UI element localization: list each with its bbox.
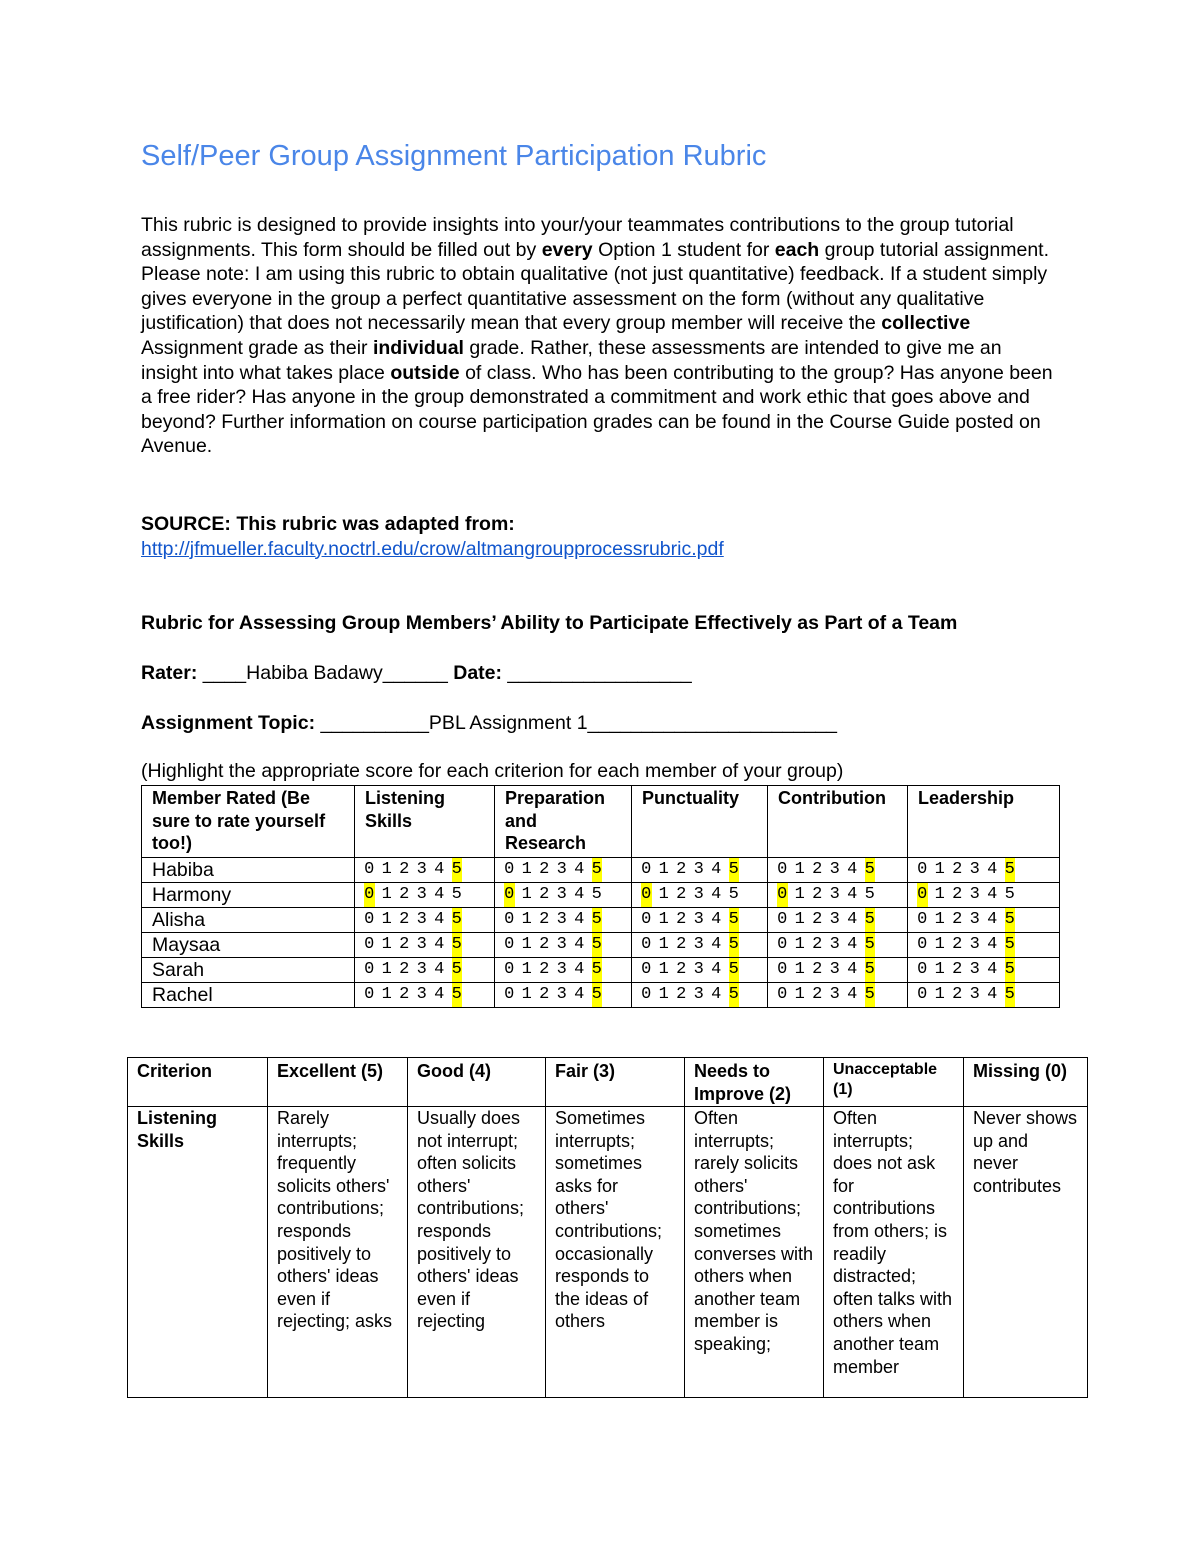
member-name: Harmony [142,882,355,907]
score-option-selected[interactable]: 5 [452,858,463,882]
score-option[interactable]: 3 [556,984,567,1004]
score-option[interactable]: 2 [812,909,823,929]
member-name: Habiba [142,857,355,882]
score-option[interactable]: 3 [416,859,427,879]
score-table [141,785,1060,1008]
score-option[interactable]: 1 [934,934,945,954]
score-option[interactable]: 1 [381,884,392,904]
score-option-selected[interactable]: 5 [452,983,463,1007]
score-option[interactable]: 2 [812,884,823,904]
member-row [142,982,1060,1007]
score-option[interactable]: 1 [658,859,669,879]
score-cell [355,882,495,907]
score-option-selected[interactable]: 5 [452,933,463,957]
score-option[interactable]: 1 [658,909,669,929]
rater-value[interactable]: ____Habiba Badawy______ [197,662,454,684]
score-option[interactable]: 4 [574,959,585,979]
score-option-selected[interactable]: 5 [452,958,463,982]
score-option[interactable]: 4 [434,909,445,929]
score-option[interactable]: 3 [693,984,704,1004]
score-option[interactable]: 2 [812,984,823,1004]
score-option[interactable]: 4 [434,984,445,1004]
score-option[interactable]: 2 [952,934,963,954]
score-option[interactable]: 3 [829,909,840,929]
criterion-excellent-desc: Rarely interrupts; frequently solicits others' contributions; responds positively to others' ideas even if rejecting; asks [268,1107,408,1398]
intro-text: Assignment grade as their [141,336,373,359]
criteria-table [127,1057,1088,1398]
score-option[interactable]: 2 [539,859,550,879]
score-cell [632,907,768,932]
rubric-heading: Rubric for Assessing Group Members’ Ability to Participate Effectively as Part of a Team [141,612,958,634]
criterion-name: Listening Skills [128,1107,268,1398]
score-cell [768,957,908,982]
score-option[interactable]: 1 [381,909,392,929]
score-option-selected[interactable]: 5 [1005,908,1016,932]
score-option[interactable]: 4 [574,884,585,904]
source-block [141,512,724,561]
score-option-selected[interactable]: 0 [364,883,375,907]
score-cell [495,957,632,982]
score-option[interactable]: 0 [364,909,375,929]
score-option[interactable]: 1 [934,909,945,929]
score-option-selected[interactable]: 5 [729,983,740,1007]
score-option-selected[interactable]: 5 [729,908,740,932]
score-cell [632,857,768,882]
score-option[interactable]: 0 [641,934,652,954]
score-cell [632,882,768,907]
score-option[interactable]: 0 [504,934,515,954]
score-option[interactable]: 1 [381,984,392,1004]
date-value[interactable]: _________________ [502,662,692,684]
score-option[interactable]: 3 [416,909,427,929]
criteria-header-unacceptable: Unacceptable (1) [824,1058,964,1107]
highlight-note: (Highlight the appropriate score for each criterion for each member of your group) [141,760,844,782]
score-option-selected[interactable]: 5 [592,983,603,1007]
score-option[interactable]: 4 [987,859,998,879]
header-preparation: Preparation and Research [495,786,632,858]
score-option[interactable]: 3 [693,909,704,929]
score-option[interactable]: 4 [847,884,858,904]
score-option[interactable]: 5 [1004,884,1015,904]
score-option[interactable]: 2 [399,884,410,904]
score-option-selected[interactable]: 5 [452,908,463,932]
score-cell [908,907,1060,932]
score-cell [495,882,632,907]
score-option[interactable]: 3 [829,959,840,979]
score-option[interactable]: 2 [676,909,687,929]
score-option[interactable]: 0 [364,859,375,879]
score-cell [768,907,908,932]
score-option[interactable]: 3 [416,959,427,979]
score-cell [495,932,632,957]
score-option[interactable]: 0 [641,959,652,979]
score-cell [908,882,1060,907]
member-row [142,957,1060,982]
score-option[interactable]: 2 [676,884,687,904]
score-option[interactable]: 2 [539,909,550,929]
score-option[interactable]: 1 [521,984,532,1004]
intro-text: group tutorial assignment. Please note: I am using this rubric to obtain qualitative (not just quantitative) feedback. If a student simply gives everyone in the group a perfect quantitative assessment on the form (without any qualitative justification) that does not necessarily mean that every group member will receive the [141,238,1050,335]
criteria-header-fair: Fair (3) [546,1058,685,1107]
topic-value[interactable]: __________PBL Assignment 1_______________________ [315,712,837,734]
score-option[interactable]: 2 [676,984,687,1004]
score-option[interactable]: 2 [539,959,550,979]
score-option[interactable]: 4 [847,859,858,879]
score-option[interactable]: 4 [434,934,445,954]
score-option[interactable]: 3 [969,934,980,954]
score-option[interactable]: 3 [969,859,980,879]
score-cell [768,882,908,907]
score-option-selected[interactable]: 5 [1005,983,1016,1007]
score-option[interactable]: 4 [574,909,585,929]
score-cell [355,982,495,1007]
score-option[interactable]: 4 [711,909,722,929]
score-option[interactable]: 3 [556,934,567,954]
score-option[interactable]: 1 [521,959,532,979]
score-option[interactable]: 1 [934,859,945,879]
criterion-unacceptable-desc: Often interrupts; does not ask for contributions from others; is readily distracted; often talks with others when another team member [824,1107,964,1398]
rater-label: Rater: [141,662,198,684]
score-option[interactable]: 3 [416,884,427,904]
score-table-header-row [142,786,1060,858]
intro-text: This rubric is designed to provide insights into your/your teammates contributions to the group tutorial assignments. This form should be filled out by [141,214,1014,261]
score-option[interactable]: 0 [917,934,928,954]
score-option[interactable]: 4 [434,959,445,979]
topic-label: Assignment Topic: [141,712,316,734]
header-listening-skills: Listening Skills [355,786,495,858]
score-option[interactable]: 3 [416,934,427,954]
score-option[interactable]: 0 [917,984,928,1004]
score-option[interactable]: 4 [574,984,585,1004]
score-option[interactable]: 2 [399,859,410,879]
score-option[interactable]: 4 [574,859,585,879]
criteria-row-listening [128,1107,1088,1398]
score-option[interactable]: 3 [556,909,567,929]
source-label: SOURCE: This rubric was adapted from: [141,513,515,535]
score-option[interactable]: 4 [434,884,445,904]
score-option-selected[interactable]: 5 [729,933,740,957]
score-option[interactable]: 1 [658,984,669,1004]
score-option[interactable]: 0 [641,984,652,1004]
score-option-selected[interactable]: 5 [865,983,876,1007]
score-option[interactable]: 0 [504,959,515,979]
score-option[interactable]: 0 [504,909,515,929]
score-option[interactable]: 1 [794,934,805,954]
score-option[interactable]: 2 [399,934,410,954]
intro-text: grade. Rather, these assessments are intended to give me an insight into what takes place [141,336,1002,384]
header-punctuality: Punctuality [632,786,768,858]
score-option[interactable]: 2 [399,959,410,979]
score-option-selected[interactable]: 5 [865,858,876,882]
criterion-good-desc: Usually does not interrupt; often solicits others' contributions; responds positively to others' ideas even if rejecting [408,1107,546,1398]
score-option[interactable]: 2 [952,884,963,904]
score-option[interactable]: 5 [864,884,875,904]
intro-bold: every [541,238,593,261]
score-option-selected[interactable]: 0 [504,883,515,907]
score-option[interactable]: 5 [591,884,602,904]
score-option[interactable]: 0 [917,859,928,879]
score-option[interactable]: 2 [952,859,963,879]
score-option[interactable]: 3 [693,934,704,954]
score-option[interactable]: 0 [641,859,652,879]
score-option[interactable]: 2 [952,909,963,929]
score-option-selected[interactable]: 5 [1005,958,1016,982]
header-contribution: Contribution [768,786,908,858]
date-label: Date: [453,662,502,684]
score-option[interactable]: 0 [917,909,928,929]
score-option[interactable]: 1 [521,909,532,929]
score-option[interactable]: 4 [987,909,998,929]
score-cell [495,857,632,882]
score-option[interactable]: 3 [693,959,704,979]
member-name: Alisha [142,907,355,932]
score-cell [908,932,1060,957]
score-option[interactable]: 4 [711,984,722,1004]
intro-text: of class. Who has been contributing to the group? Has anyone been a free rider? Has anyone in the group demonstrated a commitment and work ethic that goes above and beyond? Further information on course participation grades can be found in the Course Guide posted on Avenue. [141,361,1053,458]
score-option[interactable]: 3 [829,934,840,954]
score-cell [908,982,1060,1007]
score-option[interactable]: 2 [812,959,823,979]
score-option[interactable]: 5 [451,884,462,904]
score-option[interactable]: 1 [658,884,669,904]
criterion-missing-desc: Never shows up and never contributes [964,1107,1088,1398]
score-option[interactable]: 2 [676,859,687,879]
member-row [142,907,1060,932]
score-option[interactable]: 2 [539,934,550,954]
topic-line [141,712,837,735]
score-option[interactable]: 0 [641,909,652,929]
score-option[interactable]: 2 [952,959,963,979]
score-option[interactable]: 4 [711,959,722,979]
score-option[interactable]: 0 [364,959,375,979]
score-option[interactable]: 1 [521,884,532,904]
intro-text: Option 1 student for [592,238,775,261]
score-option[interactable]: 2 [399,984,410,1004]
member-row [142,882,1060,907]
score-option[interactable]: 2 [399,909,410,929]
member-name: Maysaa [142,932,355,957]
score-option[interactable]: 1 [794,884,805,904]
score-option[interactable]: 0 [777,859,788,879]
score-option[interactable]: 5 [728,884,739,904]
score-option-selected[interactable]: 5 [729,858,740,882]
score-cell [355,957,495,982]
intro-bold: each [774,238,820,261]
score-option[interactable]: 2 [812,859,823,879]
score-option[interactable]: 1 [794,984,805,1004]
score-cell [908,957,1060,982]
intro-bold: collective [881,312,971,335]
score-option[interactable]: 1 [658,934,669,954]
score-option[interactable]: 2 [952,984,963,1004]
member-name: Sarah [142,957,355,982]
score-option-selected[interactable]: 5 [592,858,603,882]
criteria-header-good: Good (4) [408,1058,546,1107]
score-cell [355,932,495,957]
intro-bold: individual [372,336,464,359]
score-option[interactable]: 1 [381,934,392,954]
score-cell [355,907,495,932]
score-option[interactable]: 0 [777,984,788,1004]
score-cell [768,932,908,957]
score-option[interactable]: 4 [434,859,445,879]
score-option[interactable]: 0 [364,984,375,1004]
member-row [142,857,1060,882]
score-option-selected[interactable]: 5 [592,908,603,932]
score-option-selected[interactable]: 0 [641,883,652,907]
score-option[interactable]: 4 [574,934,585,954]
score-option[interactable]: 3 [556,859,567,879]
score-option[interactable]: 4 [847,959,858,979]
score-option[interactable]: 1 [381,959,392,979]
score-table-body [142,857,1060,1007]
score-option[interactable]: 2 [676,959,687,979]
score-option[interactable]: 1 [934,959,945,979]
score-option[interactable]: 1 [794,909,805,929]
score-option-selected[interactable]: 5 [865,933,876,957]
score-option[interactable]: 1 [521,934,532,954]
score-option[interactable]: 1 [381,859,392,879]
score-cell [495,907,632,932]
intro-paragraph [141,213,1061,459]
score-option[interactable]: 4 [847,934,858,954]
score-option[interactable]: 4 [987,959,998,979]
score-option[interactable]: 3 [693,859,704,879]
score-option[interactable]: 4 [711,859,722,879]
score-option-selected[interactable]: 5 [592,958,603,982]
score-option[interactable]: 3 [829,884,840,904]
page-title: Self/Peer Group Assignment Participation Rubric [141,140,767,172]
criteria-header-excellent: Excellent (5) [268,1058,408,1107]
score-option[interactable]: 3 [416,984,427,1004]
member-name: Rachel [142,982,355,1007]
score-cell [632,957,768,982]
score-option[interactable]: 4 [987,984,998,1004]
score-option[interactable]: 0 [777,909,788,929]
score-option[interactable]: 1 [658,959,669,979]
score-cell [632,932,768,957]
criterion-fair-desc: Sometimes interrupts; sometimes asks for others' contributions; occasionally responds to the ideas of others [546,1107,685,1398]
score-option[interactable]: 0 [777,934,788,954]
header-member-rated: Member Rated (Be sure to rate yourself too!) [142,786,355,858]
score-option[interactable]: 2 [676,934,687,954]
score-cell [495,982,632,1007]
score-option[interactable]: 0 [777,959,788,979]
criterion-needs-improve-desc: Often interrupts; rarely solicits others' contributions; sometimes converses with others when another team member is speaking; [685,1107,824,1398]
score-option[interactable]: 0 [504,984,515,1004]
score-option[interactable]: 3 [829,859,840,879]
score-option[interactable]: 4 [711,934,722,954]
criteria-header-missing: Missing (0) [964,1058,1088,1107]
score-option-selected[interactable]: 0 [777,883,788,907]
score-cell [768,982,908,1007]
score-option[interactable]: 0 [917,959,928,979]
score-option[interactable]: 2 [539,984,550,1004]
score-option[interactable]: 3 [969,959,980,979]
criteria-header-needs-improve: Needs to Improve (2) [685,1058,824,1107]
score-option-selected[interactable]: 5 [1005,858,1016,882]
source-link[interactable]: http://jfmueller.faculty.noctrl.edu/crow/altmangroupprocessrubric.pdf [141,537,724,560]
member-row [142,932,1060,957]
score-option-selected[interactable]: 0 [917,883,928,907]
score-option-selected[interactable]: 5 [865,958,876,982]
score-option[interactable]: 0 [364,934,375,954]
score-option-selected[interactable]: 5 [592,933,603,957]
header-leadership: Leadership [908,786,1060,858]
score-option-selected[interactable]: 5 [1005,933,1016,957]
score-cell [908,857,1060,882]
score-option[interactable]: 2 [812,934,823,954]
score-option[interactable]: 3 [556,959,567,979]
score-option-selected[interactable]: 5 [729,958,740,982]
score-option[interactable]: 4 [987,934,998,954]
score-cell [355,857,495,882]
score-cell [768,857,908,882]
score-option-selected[interactable]: 5 [865,908,876,932]
score-option[interactable]: 3 [969,909,980,929]
score-option[interactable]: 3 [969,984,980,1004]
score-option[interactable]: 4 [847,984,858,1004]
score-option[interactable]: 3 [693,884,704,904]
criteria-header-criterion: Criterion [128,1058,268,1107]
score-option[interactable]: 1 [934,884,945,904]
criteria-header-row [128,1058,1088,1107]
score-option[interactable]: 0 [504,859,515,879]
intro-bold: outside [390,361,460,384]
score-option[interactable]: 1 [934,984,945,1004]
score-option[interactable]: 4 [711,884,722,904]
score-option[interactable]: 2 [539,884,550,904]
score-option[interactable]: 1 [521,859,532,879]
score-option[interactable]: 3 [556,884,567,904]
score-option[interactable]: 3 [969,884,980,904]
score-option[interactable]: 4 [847,909,858,929]
score-option[interactable]: 1 [794,959,805,979]
score-option[interactable]: 3 [829,984,840,1004]
score-cell [632,982,768,1007]
score-option[interactable]: 4 [987,884,998,904]
score-option[interactable]: 1 [794,859,805,879]
rater-line [141,662,692,685]
